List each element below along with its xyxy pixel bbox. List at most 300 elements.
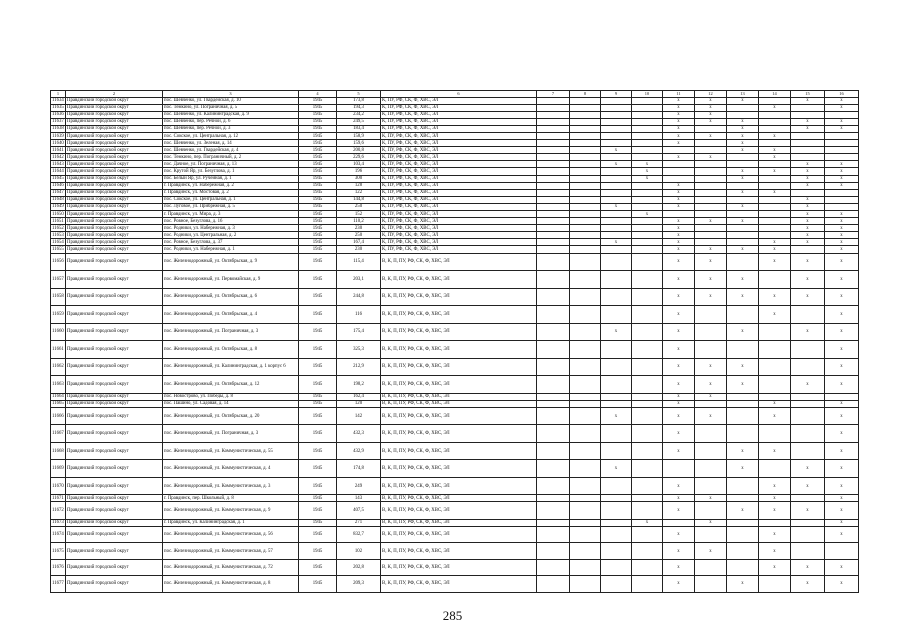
mark-cell: x (825, 161, 859, 168)
mark-cell (632, 196, 663, 203)
mark-cell: x (825, 175, 859, 182)
mark-cell (791, 246, 825, 253)
mark-cell: x (825, 246, 859, 253)
row-number-cell: 11647 (52, 190, 64, 196)
mark-cell: x (791, 232, 825, 239)
mark-cell (759, 211, 791, 218)
mark-cell: x (759, 132, 791, 139)
region-cell: Правдинский городской округ (66, 232, 163, 239)
mark-cell (537, 147, 570, 154)
works-list-cell: В, К, П, ПУ, РФ, СК, Ф, ХВС, ЭЛ (381, 400, 537, 407)
mark-cell (759, 323, 791, 341)
year-cell: 1945 (299, 232, 337, 239)
mark-cell: x (695, 253, 727, 271)
address-cell: пос. Железнодорожный, ул. Октябрьская, д. 20 (163, 407, 299, 425)
row-number-cell: 11642 (52, 154, 64, 160)
table-row (51, 154, 859, 161)
mark-cell (601, 519, 632, 526)
row-number-cell: 11645 (52, 176, 64, 182)
mark-cell (601, 225, 632, 232)
mark-cell (537, 203, 570, 210)
row-number-cell: 11667 (51, 425, 66, 443)
year-cell: 1945 (299, 253, 337, 271)
mark-cell (727, 477, 759, 495)
table-row (51, 168, 859, 175)
mark-cell (727, 425, 759, 443)
works-list-cell: К, ПУ, РФ, СК, Ф, ХВС, ЭЛ (381, 211, 537, 218)
mark-cell (537, 559, 570, 575)
mark-cell: x (825, 239, 859, 246)
region-cell: Правдинский городской округ (66, 306, 163, 324)
mark-cell: x (791, 239, 825, 246)
mark-cell (537, 140, 570, 147)
mark-cell: x (695, 543, 727, 559)
mark-cell (695, 425, 727, 443)
year-cell: 1945 (299, 576, 337, 592)
mark-cell (537, 211, 570, 218)
mark-cell: x (825, 460, 859, 478)
table-row (51, 104, 859, 111)
mark-cell (570, 341, 601, 359)
row-number-cell: 11661 (51, 341, 66, 359)
area-cell: 122 (337, 189, 381, 196)
mark-cell (601, 495, 632, 502)
mark-cell: x (663, 425, 695, 443)
mark-cell (825, 543, 859, 559)
mark-cell (601, 425, 632, 443)
table-row (51, 196, 859, 203)
address-cell: пос. Железнодорожный, ул. Коммунистическая, д. 8 (163, 576, 299, 592)
mark-cell (825, 196, 859, 203)
mark-cell (537, 358, 570, 376)
region-cell: Правдинский городской округ (66, 154, 163, 161)
table-row (51, 407, 859, 425)
mark-cell: x (727, 118, 759, 125)
mark-cell: x (727, 358, 759, 376)
mark-cell: x (727, 97, 759, 104)
mark-cell: x (695, 495, 727, 502)
works-list-cell: В, К, П, ПУ, РФ, СК, Ф, ХВС, ЭЛ (381, 576, 537, 592)
mark-cell (695, 182, 727, 189)
column-number: 12 (695, 91, 727, 98)
mark-cell (570, 407, 601, 425)
mark-cell (791, 341, 825, 359)
mark-cell (695, 323, 727, 341)
row-number-cell: 11644 (52, 168, 64, 174)
mark-cell (537, 246, 570, 253)
mark-cell: x (727, 140, 759, 147)
mark-cell: x (759, 104, 791, 111)
mark-cell (632, 232, 663, 239)
year-cell: 1945 (299, 147, 337, 154)
mark-cell: x (632, 168, 663, 175)
mark-cell (537, 271, 570, 289)
works-list-cell: К, ПУ, РФ, СК, Ф, ХВС, ЭЛ (381, 118, 537, 125)
region-cell: Правдинский городской округ (66, 147, 163, 154)
mark-cell: x (759, 407, 791, 425)
area-cell: 183,4 (337, 125, 381, 132)
address-cell: пос. Новострово, ул. Победы, д. 8 (163, 393, 299, 400)
mark-cell (537, 502, 570, 520)
mark-cell (791, 140, 825, 147)
mark-cell: x (759, 288, 791, 306)
mark-cell (825, 189, 859, 196)
year-cell: 1945 (299, 407, 337, 425)
works-list-cell: К, ПУ, РФ, СК, Ф, ХВС, ЭЛ (381, 189, 537, 196)
mark-cell (537, 97, 570, 104)
works-list-cell: К, ПУ, РФ, СК, Ф, ХВС, ЭЛ (381, 132, 537, 139)
mark-cell: x (825, 288, 859, 306)
table-row (51, 477, 859, 495)
mark-cell: x (825, 376, 859, 394)
address-cell: г. Правдинск, ул. Мира, д. 3 (163, 211, 299, 218)
table-row (51, 161, 859, 168)
mark-cell (537, 196, 570, 203)
row-number-cell: 11636 (52, 112, 64, 118)
mark-cell (791, 104, 825, 111)
works-list-cell: В, К, П, ПУ, РФ, СК, Ф, ХВС, ЭЛ (381, 288, 537, 306)
region-cell: Правдинский городской округ (66, 543, 163, 559)
mark-cell (759, 393, 791, 400)
mark-cell (601, 232, 632, 239)
works-list-cell: В, К, П, ПУ, РФ, СК, Ф, ХВС, ЭЛ (381, 393, 537, 400)
table-row (51, 182, 859, 189)
address-cell: пос. Родники, ул. Набережная, д. 1 (163, 246, 299, 253)
area-cell: 152 (337, 211, 381, 218)
table-row (51, 211, 859, 218)
mark-cell: x (791, 271, 825, 289)
mark-cell (632, 140, 663, 147)
address-cell: г. Правдинск, пер. Школьный, д. 8 (163, 495, 299, 502)
table-row (51, 147, 859, 154)
year-cell: 1945 (299, 239, 337, 246)
region-cell: Правдинский городской округ (66, 502, 163, 520)
area-cell: 832,7 (337, 526, 381, 542)
mark-cell: x (791, 211, 825, 218)
region-cell: Правдинский городской округ (66, 161, 163, 168)
mark-cell (570, 168, 601, 175)
address-cell: пос. Железнодорожный, ул. Октябрьская, д. 12 (163, 376, 299, 394)
mark-cell: x (663, 576, 695, 592)
mark-cell (791, 154, 825, 161)
mark-cell (632, 218, 663, 225)
mark-cell (601, 97, 632, 104)
mark-cell (663, 161, 695, 168)
works-list-cell: К, ПУ, РФ, СК, Ф, ХВС, ЭЛ (381, 225, 537, 232)
mark-cell (570, 502, 601, 520)
table-row (51, 140, 859, 147)
mark-cell: x (791, 118, 825, 125)
column-number: 4 (299, 91, 337, 98)
mark-cell (570, 543, 601, 559)
mark-cell (632, 393, 663, 400)
table-row (51, 271, 859, 289)
region-cell: Правдинский городской округ (66, 425, 163, 443)
mark-cell (601, 393, 632, 400)
area-cell: 300 (337, 175, 381, 182)
year-cell: 1945 (299, 104, 337, 111)
mark-cell (570, 358, 601, 376)
row-number-cell: 11669 (51, 460, 66, 478)
mark-cell: x (695, 104, 727, 111)
mark-cell (537, 125, 570, 132)
column-number: 13 (727, 91, 759, 98)
mark-cell (537, 425, 570, 443)
mark-cell: x (825, 168, 859, 175)
mark-cell (537, 189, 570, 196)
region-cell: Правдинский городской округ (66, 393, 163, 400)
works-list-cell: В, К, П, ПУ, РФ, СК, Ф, ХВС, ЭЛ (381, 477, 537, 495)
area-cell: 102 (337, 543, 381, 559)
mark-cell: x (663, 239, 695, 246)
mark-cell: x (601, 161, 632, 168)
region-cell: Правдинский городской округ (66, 442, 163, 460)
mark-cell: x (825, 477, 859, 495)
address-cell: пос. Железнодорожный, ул. Октябрьская, д. 9 (163, 253, 299, 271)
area-cell: 229,6 (337, 154, 381, 161)
row-number-cell: 11657 (51, 271, 66, 289)
mark-cell (695, 225, 727, 232)
year-cell: 1945 (299, 182, 337, 189)
mark-cell (759, 203, 791, 210)
table-row (51, 232, 859, 239)
year-cell: 1945 (299, 211, 337, 218)
mark-cell: x (759, 543, 791, 559)
mark-cell: x (695, 519, 727, 526)
mark-cell (759, 519, 791, 526)
table-row (51, 323, 859, 341)
works-list-cell: К, ПУ, РФ, СК, Ф, ХВС, ЭЛ (381, 104, 537, 111)
mark-cell (825, 147, 859, 154)
mark-cell: x (695, 118, 727, 125)
mark-cell: x (825, 442, 859, 460)
year-cell: 1945 (299, 271, 337, 289)
mark-cell (570, 576, 601, 592)
address-cell: пос. Железнодорожный, ул. Коммунистическая, д. 72 (163, 559, 299, 575)
year-cell: 1945 (299, 196, 337, 203)
mark-cell: x (663, 196, 695, 203)
mark-cell (695, 526, 727, 542)
mark-cell (632, 477, 663, 495)
mark-cell: x (727, 203, 759, 210)
mark-cell: x (825, 306, 859, 324)
mark-cell: x (825, 118, 859, 125)
mark-cell (727, 253, 759, 271)
mark-cell (727, 196, 759, 203)
mark-cell: x (825, 425, 859, 443)
works-list-cell: В, К, П, ПУ, РФ, СК, Ф, ХВС, ЭЛ (381, 376, 537, 394)
mark-cell (663, 519, 695, 526)
mark-cell: x (663, 407, 695, 425)
mark-cell: x (695, 111, 727, 118)
mark-cell: x (663, 358, 695, 376)
table-row (51, 189, 859, 196)
mark-cell (570, 104, 601, 111)
works-list-cell: В, К, П, ПУ, РФ, СК, Ф, ХВС, ЭЛ (381, 519, 537, 526)
mark-cell: x (825, 225, 859, 232)
address-cell: пос. Луговое, ул. Прибрежная, д. 5 (163, 203, 299, 210)
mark-cell: x (727, 125, 759, 132)
area-cell: 249 (337, 477, 381, 495)
region-cell: Правдинский городской округ (66, 407, 163, 425)
mark-cell: x (825, 211, 859, 218)
year-cell: 1945 (299, 125, 337, 132)
region-cell: Правдинский городской округ (66, 376, 163, 394)
mark-cell (570, 203, 601, 210)
area-cell: 167,4 (337, 239, 381, 246)
mark-cell (601, 246, 632, 253)
mark-cell (601, 175, 632, 182)
column-number: 8 (570, 91, 601, 98)
mark-cell: x (663, 502, 695, 520)
mark-cell: x (695, 246, 727, 253)
mark-cell: x (791, 460, 825, 478)
area-cell: 116 (337, 306, 381, 324)
mark-cell (537, 111, 570, 118)
row-number-cell: 11651 (52, 218, 64, 224)
mark-cell (570, 232, 601, 239)
mark-cell (537, 154, 570, 161)
area-cell: 162,4 (337, 393, 381, 400)
mark-cell (570, 442, 601, 460)
column-number: 5 (337, 91, 381, 98)
mark-cell: x (791, 477, 825, 495)
mark-cell: x (759, 400, 791, 407)
year-cell: 1945 (299, 118, 337, 125)
area-cell: 159,6 (337, 140, 381, 147)
area-cell: 202,8 (337, 559, 381, 575)
year-cell: 1945 (299, 132, 337, 139)
mark-cell: x (825, 218, 859, 225)
mark-cell (570, 189, 601, 196)
mark-cell: x (791, 502, 825, 520)
region-cell: Правдинский городской округ (66, 218, 163, 225)
area-cell: 212,9 (337, 358, 381, 376)
mark-cell: x (825, 495, 859, 502)
mark-cell (570, 154, 601, 161)
mark-cell (570, 376, 601, 394)
area-cell: 110,2 (337, 218, 381, 225)
mark-cell (695, 189, 727, 196)
year-cell: 1945 (299, 161, 337, 168)
year-cell: 1945 (299, 477, 337, 495)
mark-cell (695, 400, 727, 407)
mark-cell (570, 161, 601, 168)
region-cell: Правдинский городской округ (66, 168, 163, 175)
row-number-cell: 11654 (52, 239, 64, 245)
address-cell: пос. Ровное, Безуглова, д. 37 (163, 239, 299, 246)
table-row (51, 306, 859, 324)
mark-cell (791, 526, 825, 542)
page-number: 285 (442, 608, 463, 623)
area-cell: 209,3 (337, 576, 381, 592)
year-cell: 1945 (299, 393, 337, 400)
mark-cell (570, 132, 601, 139)
region-cell: Правдинский городской округ (66, 104, 163, 111)
mark-cell: x (825, 271, 859, 289)
address-cell: пос. Родники, ул. Центральная, д. 2 (163, 232, 299, 239)
mark-cell: x (791, 175, 825, 182)
mark-cell: x (695, 376, 727, 394)
mark-cell: x (759, 306, 791, 324)
works-list-cell: К, ПУ, РФ, СК, Ф, ХВС, ЭЛ (381, 147, 537, 154)
mark-cell (570, 140, 601, 147)
area-cell: 200,8 (337, 147, 381, 154)
mark-cell: x (632, 161, 663, 168)
mark-cell (632, 239, 663, 246)
column-number: 10 (632, 91, 663, 98)
mark-cell (601, 253, 632, 271)
mark-cell: x (663, 118, 695, 125)
mark-cell (632, 125, 663, 132)
region-cell: Правдинский городской округ (66, 118, 163, 125)
mark-cell (601, 543, 632, 559)
mark-cell (570, 495, 601, 502)
mark-cell: x (632, 519, 663, 526)
row-number-cell: 11677 (51, 576, 66, 592)
mark-cell (601, 341, 632, 359)
works-list-cell: К, ПУ, РФ, СК, Ф, ХВС, ЭЛ (381, 218, 537, 225)
row-number-cell: 11659 (51, 306, 66, 324)
mark-cell (727, 232, 759, 239)
area-cell: 115,4 (337, 253, 381, 271)
mark-cell: x (663, 104, 695, 111)
mark-cell (537, 182, 570, 189)
region-cell: Правдинский городской округ (66, 132, 163, 139)
mark-cell (632, 97, 663, 104)
mark-cell: x (663, 132, 695, 139)
mark-cell: x (825, 358, 859, 376)
mark-cell: x (727, 271, 759, 289)
region-cell: Правдинский городской округ (66, 140, 163, 147)
mark-cell (632, 358, 663, 376)
region-cell: Правдинский городской округ (66, 225, 163, 232)
mark-cell (632, 154, 663, 161)
year-cell: 1945 (299, 543, 337, 559)
mark-cell (537, 400, 570, 407)
mark-cell: x (759, 526, 791, 542)
mark-cell: x (663, 400, 695, 407)
column-number: 2 (66, 91, 163, 98)
year-cell: 1945 (299, 400, 337, 407)
region-cell: Правдинский городской округ (66, 477, 163, 495)
table-row (51, 376, 859, 394)
works-list-cell: К, ПУ, РФ, СК, Ф, ХВС, ЭЛ (381, 168, 537, 175)
mark-cell (601, 526, 632, 542)
table-row (51, 460, 859, 478)
mark-cell (695, 203, 727, 210)
mark-cell (537, 460, 570, 478)
mark-cell (695, 442, 727, 460)
mark-cell (759, 341, 791, 359)
mark-cell (601, 288, 632, 306)
year-cell: 1945 (299, 225, 337, 232)
mark-cell (570, 306, 601, 324)
table-row (51, 239, 859, 246)
mark-cell (632, 253, 663, 271)
mark-cell (791, 425, 825, 443)
works-list-cell: В, К, П, ПУ, РФ, СК, Ф, ХВС, ЭЛ (381, 425, 537, 443)
region-cell: Правдинский городской округ (66, 239, 163, 246)
mark-cell: x (791, 203, 825, 210)
mark-cell: x (663, 271, 695, 289)
table-row (51, 253, 859, 271)
mark-cell (791, 358, 825, 376)
mark-cell (727, 225, 759, 232)
row-number-cell: 11666 (51, 407, 66, 425)
mark-cell: x (727, 502, 759, 520)
area-cell: 230 (337, 246, 381, 253)
